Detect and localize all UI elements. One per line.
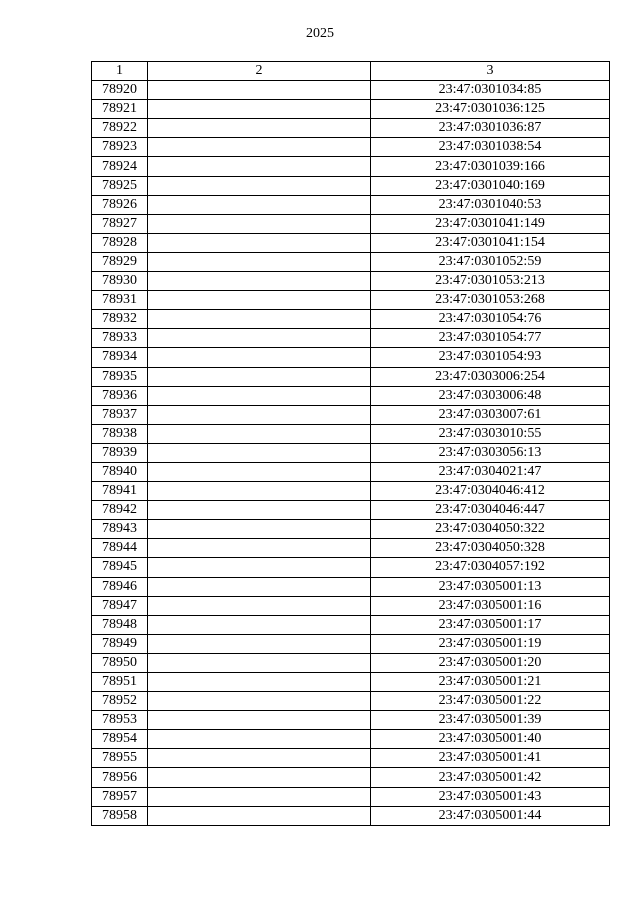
cadastral-number-cell: 23:47:0301034:85	[371, 81, 610, 100]
row-name-cell	[148, 806, 371, 825]
row-name-cell	[148, 482, 371, 501]
cadastral-number-cell: 23:47:0303056:13	[371, 443, 610, 462]
row-name-cell	[148, 386, 371, 405]
table-row	[92, 81, 610, 100]
row-number-cell: 78946	[92, 577, 148, 596]
row-number-cell: 78952	[92, 692, 148, 711]
row-number-cell: 78930	[92, 272, 148, 291]
cadastral-number-cell: 23:47:0301053:268	[371, 291, 610, 310]
cadastral-number-cell: 23:47:0304057:192	[371, 558, 610, 577]
table-row	[92, 272, 610, 291]
row-number-cell: 78928	[92, 233, 148, 252]
row-name-cell	[148, 768, 371, 787]
cadastral-number-cell: 23:47:0301054:93	[371, 348, 610, 367]
row-name-cell	[148, 443, 371, 462]
row-number-cell: 78938	[92, 424, 148, 443]
table-row	[92, 596, 610, 615]
row-number-cell: 78932	[92, 310, 148, 329]
row-number-cell: 78955	[92, 749, 148, 768]
row-number-cell: 78927	[92, 214, 148, 233]
column-header-1: 1	[92, 62, 148, 81]
row-name-cell	[148, 81, 371, 100]
row-name-cell	[148, 730, 371, 749]
row-name-cell	[148, 653, 371, 672]
row-name-cell	[148, 329, 371, 348]
table-row	[92, 214, 610, 233]
cadastral-number-cell: 23:47:0304050:328	[371, 539, 610, 558]
table-row	[92, 653, 610, 672]
row-name-cell	[148, 520, 371, 539]
row-number-cell: 78935	[92, 367, 148, 386]
row-name-cell	[148, 711, 371, 730]
row-number-cell: 78950	[92, 653, 148, 672]
table-row	[92, 692, 610, 711]
row-name-cell	[148, 558, 371, 577]
row-name-cell	[148, 195, 371, 214]
table-row	[92, 348, 610, 367]
row-number-cell: 78943	[92, 520, 148, 539]
table-row	[92, 730, 610, 749]
row-number-cell: 78941	[92, 482, 148, 501]
row-name-cell	[148, 596, 371, 615]
row-number-cell: 78944	[92, 539, 148, 558]
cadastral-number-cell: 23:47:0305001:19	[371, 634, 610, 653]
cadastral-number-cell: 23:47:0301040:169	[371, 176, 610, 195]
row-number-cell: 78937	[92, 405, 148, 424]
row-number-cell: 78942	[92, 501, 148, 520]
cadastral-number-cell: 23:47:0301036:125	[371, 100, 610, 119]
cadastral-number-cell: 23:47:0305001:20	[371, 653, 610, 672]
row-number-cell: 78953	[92, 711, 148, 730]
row-name-cell	[148, 462, 371, 481]
table-row	[92, 673, 610, 692]
row-number-cell: 78948	[92, 615, 148, 634]
column-header-3: 3	[371, 62, 610, 81]
row-number-cell: 78920	[92, 81, 148, 100]
table-row	[92, 768, 610, 787]
table-row	[92, 100, 610, 119]
row-number-cell: 78929	[92, 252, 148, 271]
table-row	[92, 367, 610, 386]
cadastral-number-cell: 23:47:0301054:76	[371, 310, 610, 329]
cadastral-number-cell: 23:47:0305001:42	[371, 768, 610, 787]
cadastral-number-cell: 23:47:0305001:13	[371, 577, 610, 596]
row-name-cell	[148, 138, 371, 157]
table-row	[92, 711, 610, 730]
table-row	[92, 749, 610, 768]
row-number-cell: 78945	[92, 558, 148, 577]
cadastral-number-cell: 23:47:0305001:40	[371, 730, 610, 749]
table-row	[92, 329, 610, 348]
row-name-cell	[148, 348, 371, 367]
row-name-cell	[148, 176, 371, 195]
table-row	[92, 310, 610, 329]
row-number-cell: 78933	[92, 329, 148, 348]
cadastral-number-cell: 23:47:0301041:154	[371, 233, 610, 252]
table-row	[92, 176, 610, 195]
table-row	[92, 806, 610, 825]
row-name-cell	[148, 787, 371, 806]
row-name-cell	[148, 692, 371, 711]
cadastral-number-cell: 23:47:0301052:59	[371, 252, 610, 271]
table-row	[92, 233, 610, 252]
cadastral-number-cell: 23:47:0301040:53	[371, 195, 610, 214]
cadastral-number-cell: 23:47:0301053:213	[371, 272, 610, 291]
table-body	[92, 81, 610, 826]
cadastral-number-cell: 23:47:0304046:412	[371, 482, 610, 501]
row-name-cell	[148, 577, 371, 596]
row-number-cell: 78923	[92, 138, 148, 157]
table-row	[92, 424, 610, 443]
table-row	[92, 405, 610, 424]
row-name-cell	[148, 405, 371, 424]
table-row	[92, 482, 610, 501]
cadastral-number-cell: 23:47:0305001:43	[371, 787, 610, 806]
cadastral-number-cell: 23:47:0305001:22	[371, 692, 610, 711]
table-row	[92, 462, 610, 481]
table-row	[92, 386, 610, 405]
cadastral-number-cell: 23:47:0305001:16	[371, 596, 610, 615]
table-row	[92, 195, 610, 214]
cadastral-number-cell: 23:47:0304050:322	[371, 520, 610, 539]
cadastral-number-cell: 23:47:0303006:48	[371, 386, 610, 405]
row-number-cell: 78947	[92, 596, 148, 615]
table-row	[92, 138, 610, 157]
cadastral-number-cell: 23:47:0303007:61	[371, 405, 610, 424]
row-name-cell	[148, 424, 371, 443]
table-row	[92, 634, 610, 653]
row-number-cell: 78954	[92, 730, 148, 749]
row-number-cell: 78936	[92, 386, 148, 405]
row-name-cell	[148, 157, 371, 176]
cadastral-number-cell: 23:47:0301041:149	[371, 214, 610, 233]
row-name-cell	[148, 291, 371, 310]
cadastral-number-cell: 23:47:0303006:254	[371, 367, 610, 386]
row-number-cell: 78951	[92, 673, 148, 692]
table-row	[92, 558, 610, 577]
row-name-cell	[148, 615, 371, 634]
row-name-cell	[148, 310, 371, 329]
cadastral-number-cell: 23:47:0305001:17	[371, 615, 610, 634]
row-number-cell: 78924	[92, 157, 148, 176]
row-number-cell: 78957	[92, 787, 148, 806]
table-row	[92, 539, 610, 558]
row-name-cell	[148, 501, 371, 520]
cadastral-number-cell: 23:47:0304021:47	[371, 462, 610, 481]
column-header-2: 2	[148, 62, 371, 81]
table-row	[92, 443, 610, 462]
page-number: 2025	[306, 26, 334, 41]
cadastral-number-cell: 23:47:0305001:21	[371, 673, 610, 692]
row-name-cell	[148, 539, 371, 558]
cadastral-number-cell: 23:47:0305001:39	[371, 711, 610, 730]
table-row	[92, 252, 610, 271]
table-header-row	[92, 62, 610, 81]
row-name-cell	[148, 673, 371, 692]
row-name-cell	[148, 252, 371, 271]
row-name-cell	[148, 367, 371, 386]
cadastral-number-cell: 23:47:0305001:41	[371, 749, 610, 768]
row-name-cell	[148, 749, 371, 768]
table-row	[92, 577, 610, 596]
table-row	[92, 119, 610, 138]
table-row	[92, 615, 610, 634]
row-number-cell: 78958	[92, 806, 148, 825]
row-number-cell: 78931	[92, 291, 148, 310]
table-row	[92, 501, 610, 520]
row-name-cell	[148, 634, 371, 653]
row-number-cell: 78949	[92, 634, 148, 653]
row-number-cell: 78939	[92, 443, 148, 462]
row-number-cell: 78956	[92, 768, 148, 787]
row-name-cell	[148, 272, 371, 291]
cadastral-number-cell: 23:47:0301054:77	[371, 329, 610, 348]
cadastral-number-cell: 23:47:0305001:44	[371, 806, 610, 825]
table-row	[92, 787, 610, 806]
cadastral-number-cell: 23:47:0301036:87	[371, 119, 610, 138]
row-number-cell: 78921	[92, 100, 148, 119]
row-number-cell: 78925	[92, 176, 148, 195]
cadastral-number-cell: 23:47:0301038:54	[371, 138, 610, 157]
table-row	[92, 291, 610, 310]
row-name-cell	[148, 119, 371, 138]
row-number-cell: 78934	[92, 348, 148, 367]
row-number-cell: 78940	[92, 462, 148, 481]
cadastral-number-cell: 23:47:0303010:55	[371, 424, 610, 443]
row-name-cell	[148, 100, 371, 119]
row-number-cell: 78926	[92, 195, 148, 214]
cadastral-number-cell: 23:47:0301039:166	[371, 157, 610, 176]
row-name-cell	[148, 233, 371, 252]
table-row	[92, 157, 610, 176]
table-row	[92, 520, 610, 539]
cadastral-number-cell: 23:47:0304046:447	[371, 501, 610, 520]
registry-table	[91, 61, 610, 826]
row-number-cell: 78922	[92, 119, 148, 138]
row-name-cell	[148, 214, 371, 233]
